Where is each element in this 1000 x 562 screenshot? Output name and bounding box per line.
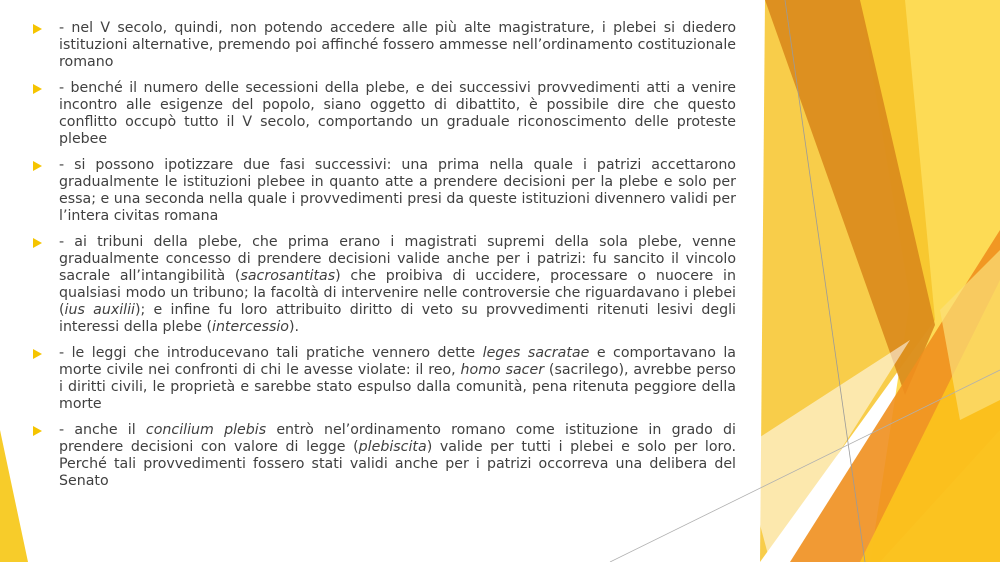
text-run: - nel V secolo, quindi, non potendo accedere alle più alte magistrature, i plebei si diedero istituzioni alternative, premendo poi affinché fossero ammesse nell’ordinamento costituzionale romano [59,20,736,70]
bullet-item [30,157,736,225]
bullet-item [30,422,736,490]
bullet-arrow-icon [33,426,42,436]
bullet-arrow-icon [33,161,42,171]
text-run: ) valide per tutti i plebei e solo per loro. Perché tali provvedimenti fossero stati validi anche per i patrizi occorreva una delibera del Senato [59,439,737,489]
bullet-arrow-icon [33,24,42,34]
text-run: - benché il numero delle secessioni della plebe, e dei successivi provvedimenti atti a venire incontro alle esigenze del popolo, siano oggetto di dibattito, è possibile dire che questo conflitto occupò tutto il V secolo, comportando un graduale riconoscimento delle proteste plebee [59,80,736,147]
text-run: (sacrilego), avrebbe perso i diritti civili, le proprietà e sarebbe stato espulso dalla comunità, pena ritenuta peggiore della morte [59,362,736,412]
left-deco-triangle [0,430,28,562]
bullet-item [30,345,736,413]
bullet-arrow-icon [33,349,42,359]
italic-term: concilium plebis [145,422,267,438]
text-run: - ai tribuni della plebe, che prima erano i magistrati supremi della sola plebe, venne gradualmente concesso di prendere decisioni valide anche per i patrizi: fu sancito il vincolo sacrale all’intangibilità ( [59,234,736,284]
bullet-text [59,422,736,490]
text-run: ); e infine fu loro attribuito diritto di veto su provvedimenti ritenuti lesivi degli interessi della plebe ( [59,302,736,335]
bullet-arrow-icon [33,238,42,248]
text-run: - si possono ipotizzare due fasi successivi: una prima nella quale i patrizi accettarono gradualmente le istituzioni plebee in quanto atte a prendere decisioni per la plebe e solo per essa; e una seconda nella quale i provvedimenti presi da queste istituzioni divennero validi per l’intera civitas romana [59,157,736,224]
italic-term: sacrosantitas [240,268,336,284]
text-run: - le leggi che introducevano tali pratiche vennero dette [59,345,483,361]
italic-term: ius auxilii [64,302,135,318]
italic-term: plebiscita [358,439,427,455]
text-run: ) che proibiva di uccidere, processare o nuocere in qualsiasi modo un tribuno; la facoltà di intervenire nelle controversie che riguardavano i plebei ( [59,268,736,318]
bullet-text [59,345,736,413]
bullet-arrow-icon [33,84,42,94]
text-run: entrò nel’ordinamento romano come istituzione in grado di prendere decisioni con valore di legge ( [59,422,736,455]
text-run: ). [289,319,300,335]
bullet-item [30,80,736,148]
italic-term: intercessio [212,319,289,335]
bullet-text [59,157,736,225]
bullet-text [59,20,736,71]
slide-content [30,20,736,499]
text-run: - anche il [59,422,146,438]
bullet-item [30,234,736,336]
bullet-item [30,20,736,71]
italic-term: homo sacer [460,362,545,378]
bullet-text [59,234,736,336]
italic-term: leges sacratae [482,345,590,361]
bullet-text [59,80,736,148]
text-run: e comportavano la morte civile nei confronti di chi le avesse violate: il reo, [59,345,736,378]
